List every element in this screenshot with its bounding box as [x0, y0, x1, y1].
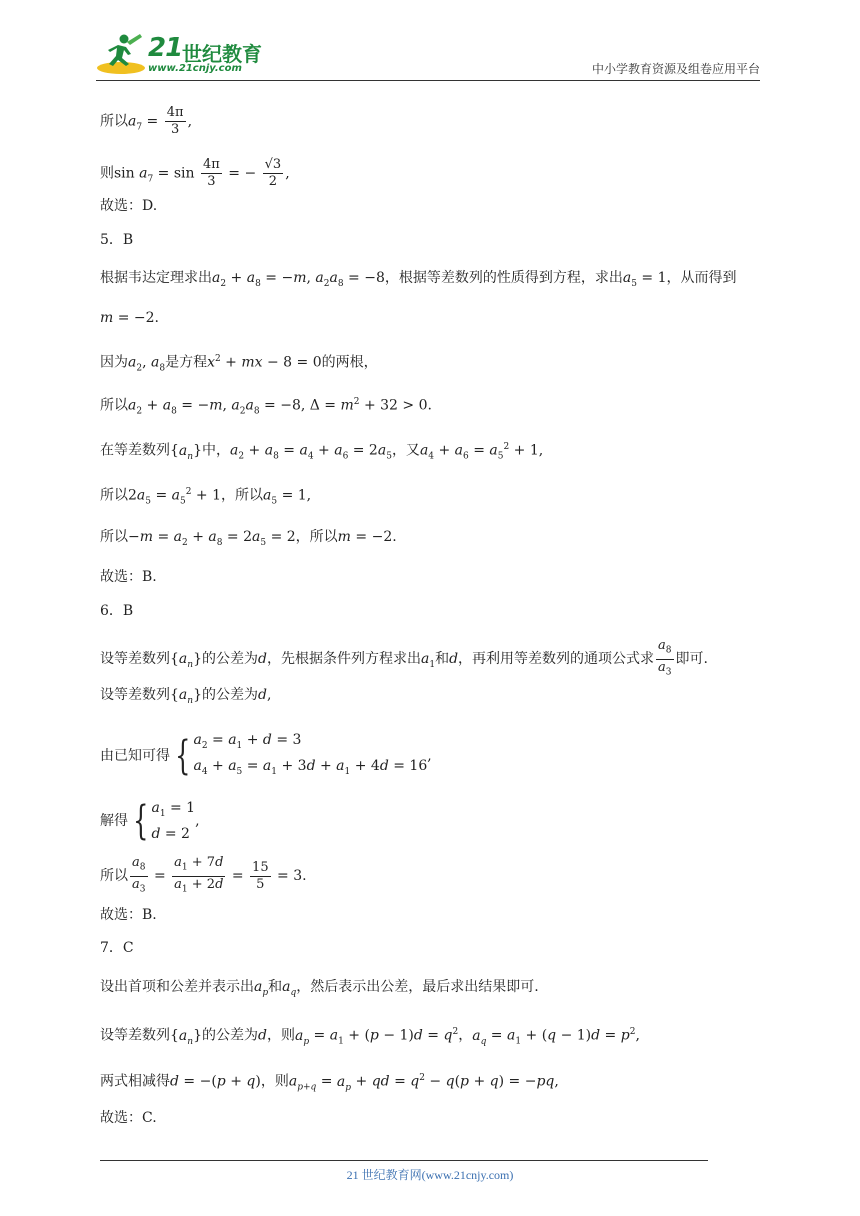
text-line: 根据韦达定理求出$a_2 + a_8 = -m$, $a_2a_8 = -8$，根据等差数列的性质得到方程，求出$a_5 = 1$，从而得到 — [100, 270, 737, 289]
text-line: 由已知可得 { $a_2 = a_1 + d = 3$ $a_4 + a_5 = a_1 + 3d + a_1 + 4d = 16$ , — [100, 732, 432, 779]
answer-line: 故选：C. — [100, 1110, 157, 1126]
runner-icon — [96, 32, 146, 78]
logo-text: 世纪教育 — [182, 42, 262, 66]
text-line: 因为$a_2$, $a_8$是方程$x^2$ + mx − 8 = 0的两根， — [100, 354, 378, 374]
text-line: 所以$-m = a_2 + a_8 = 2a_5 = 2$，所以m = −2. — [100, 529, 397, 548]
page-header — [96, 30, 760, 82]
footer-divider — [100, 1160, 708, 1161]
text-line: 设等差数列$\{a_n\}$的公差为d, — [100, 687, 272, 706]
text-line: 设等差数列$\{a_n\}$的公差为d，先根据条件列方程求出$a_1$和d，再利用等差数列的通项公式求 $\frac{a_8}{a_3}$ 即可. — [100, 638, 708, 678]
text-line: 设等差数列$\{a_n\}$的公差为d，则$a_p = a_1 + (p - 1)d = q^2$，$a_q = a_1 + (q - 1)d = p^2$, — [100, 1027, 640, 1047]
text-line: 所以$a_2 + a_8 = -m$, $a_2a_8 = -8$, $\Delta = m^2 + 32 > 0$. — [100, 397, 432, 417]
question-heading: 7．C — [100, 940, 134, 956]
text-line: 解得 { $a_1 = 1$ d = 2 , — [100, 797, 200, 844]
site-logo[interactable] — [96, 30, 266, 78]
logo-number: 21 — [148, 33, 183, 63]
text-line: 所以$a_7$ = $\frac{4\pi}{3}$ , — [100, 105, 193, 137]
answer-line: 故选：B. — [100, 907, 157, 923]
text-line: 在等差数列$\{a_n\}$中，$a_2 + a_8 = a_4 + a_6 = 2a_5$，又$a_4 + a_6 = a_5^2 + 1$, — [100, 442, 544, 462]
footer-link[interactable]: 21 世纪教育网(www.21cnjy.com) — [346, 1168, 514, 1182]
header-divider — [96, 80, 760, 81]
question-heading: 6．B — [100, 603, 134, 619]
text-line: 设出首项和公差并表示出$a_p$和$a_q$，然后表示出公差，最后求出结果即可. — [100, 979, 539, 998]
text-line: 两式相减得d = −(p + q)，则$a_{p+q} = a_p$ + qd = $q^2 - q(p + q) = -pq$, — [100, 1073, 559, 1093]
question-heading: 5．B — [100, 232, 134, 248]
logo-url: www.21cnjy.com — [148, 63, 242, 74]
text-line: 则$\sin a_7 = \sin$ $\frac{4\pi}{3}$ = − $\frac{√3}{2}$ , — [100, 157, 290, 189]
text-line: 所以$2a_5 = a_5^2 + 1$，所以$a_5 = 1$, — [100, 487, 312, 507]
text-line: m = −2. — [100, 310, 159, 326]
answer-line: 故选：B. — [100, 569, 157, 585]
answer-line: 故选：D. — [100, 198, 158, 214]
text-line: 所以 $\frac{a_8}{a_3}$ = $\frac{a_1 + 7d}{a_1 + 2d}$ = $\frac{15}{5}$ = 3. — [100, 855, 307, 895]
header-tagline: 中小学教育资源及组卷应用平台 — [591, 62, 760, 76]
